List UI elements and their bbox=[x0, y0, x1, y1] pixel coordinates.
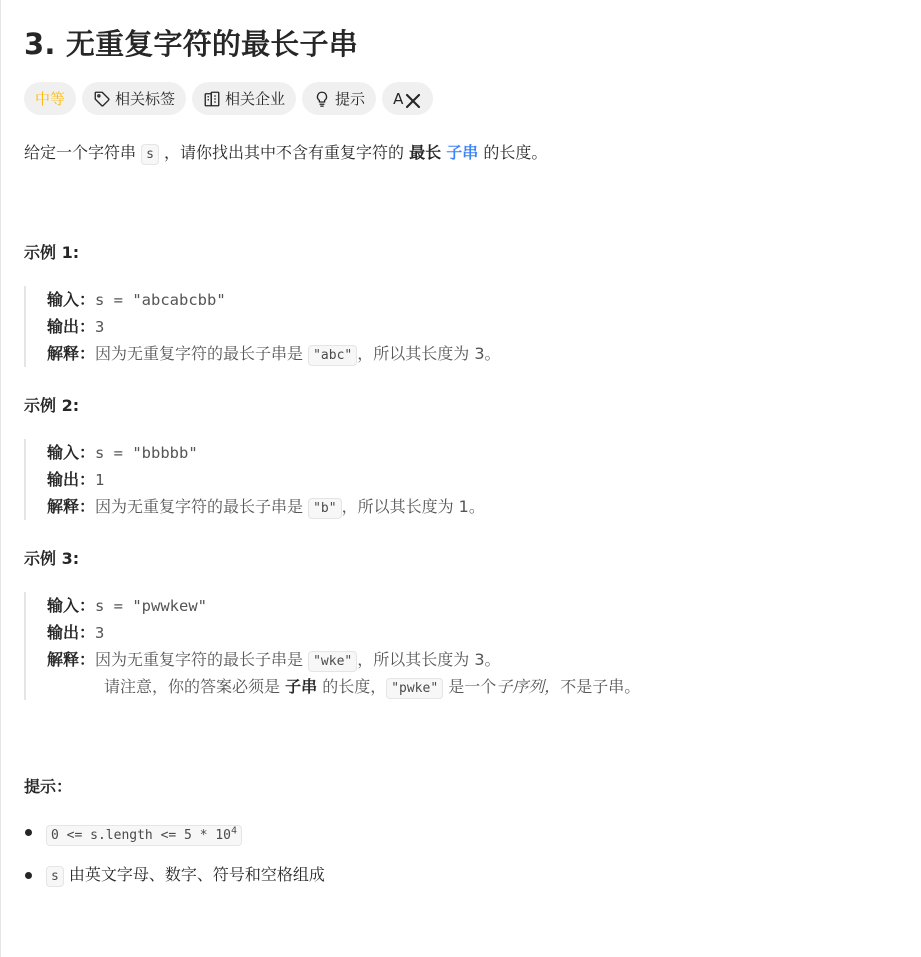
bullet-icon bbox=[25, 872, 32, 879]
constraints-heading: 提示： bbox=[24, 777, 73, 796]
constraints-list bbox=[24, 818, 325, 904]
translate-button[interactable] bbox=[382, 82, 433, 115]
example-1-block: 输入：s = "abcabcbb" 输出：3 解释：因为无重复字符的最长子串是 "abc" ，所以其长度为 3。 bbox=[24, 286, 501, 367]
list-item: 0 <= s.length <= $5 * 10^4$ bbox=[24, 818, 325, 846]
problem-title[interactable]: 3. 无重复字符的最长子串 bbox=[24, 27, 358, 61]
related-companies-button[interactable] bbox=[192, 82, 296, 115]
related-companies-label: 相关企业 bbox=[225, 90, 286, 108]
example-2-heading: 示例 2: bbox=[24, 396, 80, 415]
tag-icon bbox=[93, 90, 111, 108]
building-icon bbox=[203, 90, 221, 108]
substring-link[interactable]: 子串 bbox=[446, 143, 479, 162]
example-1-heading: 示例 1: bbox=[24, 243, 80, 262]
difficulty-badge[interactable]: 中等 bbox=[24, 82, 76, 115]
example-2-block: 输入：s = "bbbbb" 输出：1 解释：因为无重复字符的最长子串是 "b" ，所以其长度为 1。 bbox=[24, 439, 485, 520]
hint-label: 提示 bbox=[335, 90, 366, 108]
lightbulb-icon bbox=[313, 90, 331, 108]
example-3-block: 输入：s = "pwwkew" 输出：3 解释：因为无重复字符的最长子串是 "wke" ，所以其长度为 3。 请注意，你的答案必须是 子串 的长度， "pwke" 是一个子序列，不是子串。 bbox=[24, 592, 640, 700]
problem-statement: 给定一个字符串 s ，请你找出其中不含有重复字符的 最长 子串 的长度。 bbox=[24, 140, 547, 168]
bullet-icon bbox=[25, 829, 32, 836]
translate-icon: A bbox=[393, 87, 422, 110]
hint-button[interactable] bbox=[302, 82, 376, 115]
left-border bbox=[0, 0, 1, 957]
list-item: s 由英文字母、数字、符号和空格组成 bbox=[24, 861, 325, 889]
related-tags-button[interactable] bbox=[82, 82, 186, 115]
example-3-heading: 示例 3: bbox=[24, 549, 80, 568]
related-tags-label: 相关标签 bbox=[115, 90, 176, 108]
tag-row bbox=[24, 82, 433, 115]
inline-code: s bbox=[141, 144, 159, 165]
